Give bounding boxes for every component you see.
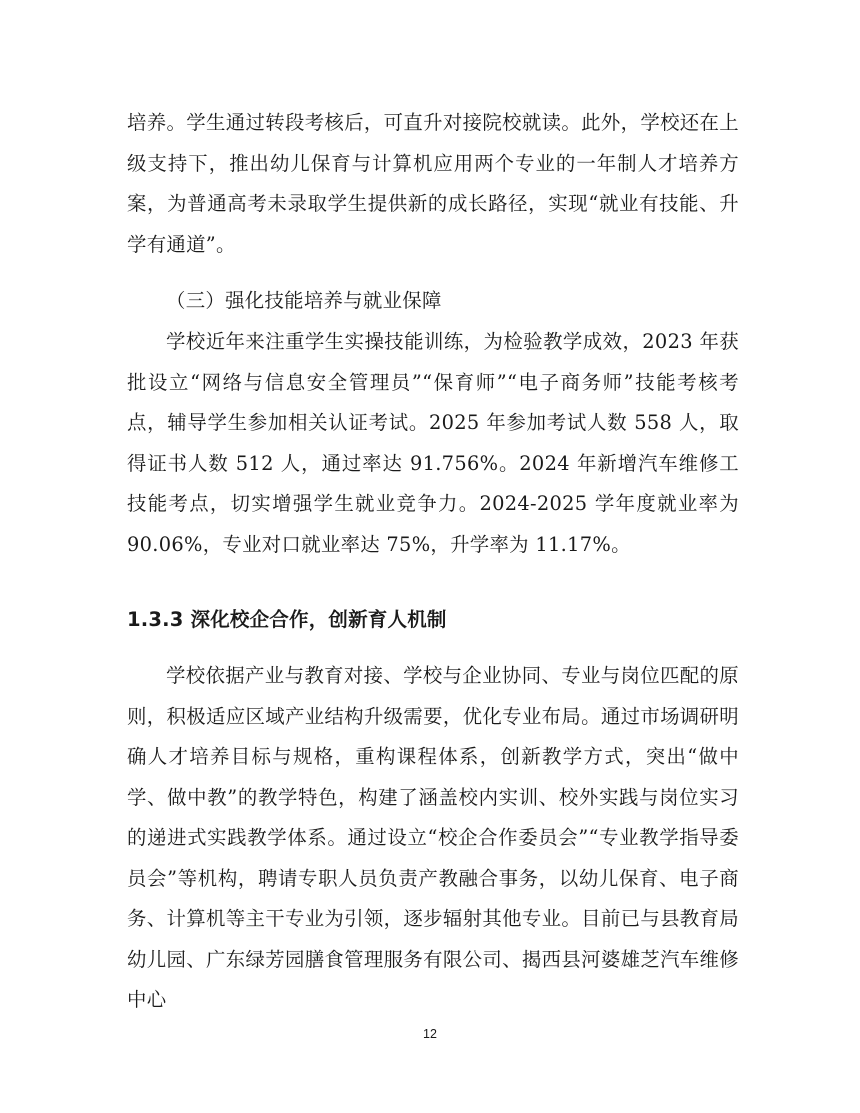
body-paragraph: 学校依据产业与教育对接、学校与企业协同、专业与岗位匹配的原则，积极适应区域产业结构升级需要，优化专业布局。通过市场调研明确人才培养目标与规格，重构课程体系，创新教学方式，突出“做中学、做中教”的教学特色，构建了涵盖校内实训、校外实践与岗位实习的递进式实践教学体系。通过设立“校企合作委员会”“专业教学指导委员会”等机构，聘请专职人员负责产教融合事务，以幼儿保育、电子商务、计算机等主干专业为引领，逐步辐射其他专业。目前已与县教育局幼儿园、广东绿芳园膳食管理服务有限公司、揭西县河婆雄芝汽车维修中心 — [127, 664, 739, 1011]
section-heading: 1.3.3 深化校企合作，创新育人机制 — [127, 608, 447, 631]
body-paragraph: 学校近年来注重学生实操技能训练，为检验教学成效，2023 年获批设立“网络与信息安全管理员”“保育师”“电子商务师”技能考核考点，辅导学生参加相关认证考试。2025 年参加考试人数 558 人，取得证书人数 512 人，通过率达 91.756%。2024 年新增汽车维修工技能考点，切实增强学生就业竞争力。2024-2025 学年度就业率为 90.06%，专业对口就业率达 75%，升学率为 11.17%。 — [127, 330, 739, 556]
page-number: 12 — [423, 1027, 437, 1041]
subsection-heading: （三）强化技能培养与就业保障 — [166, 289, 442, 312]
body-paragraph: 培养。学生通过转段考核后，可直升对接院校就读。此外，学校还在上级支持下，推出幼儿保育与计算机应用两个专业的一年制人才培养方案，为普通高考未录取学生提供新的成长路径，实现“就业有技能、升学有通道”。 — [127, 111, 739, 256]
